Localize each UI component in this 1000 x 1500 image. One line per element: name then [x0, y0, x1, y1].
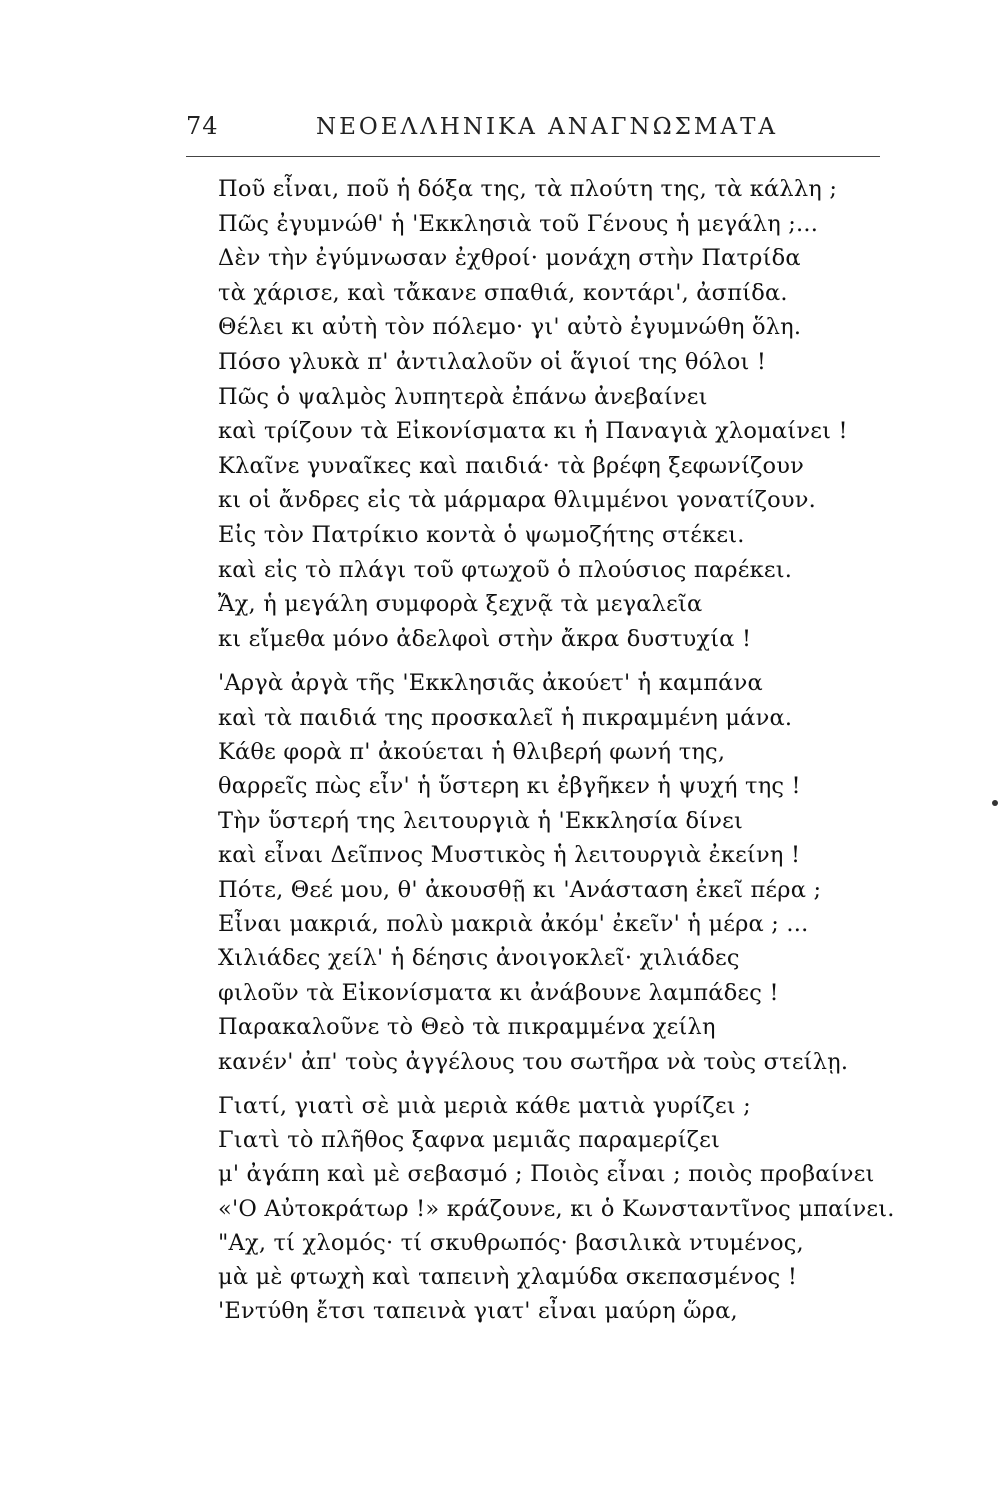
poem-line: 'Εντύθη ἔτσι ταπεινὰ γιατ' εἶναι μαύρη ὥρα,	[218, 1298, 738, 1325]
poem-line: Πῶς ἐγυμνώθ' ἡ 'Εκκλησιὰ τοῦ Γένους ἡ μεγάλη ;...	[218, 210, 819, 237]
poem-line: Κλαῖνε γυναῖκες καὶ παιδιά· τὰ βρέφη ξεφωνίζουν	[218, 452, 804, 479]
poem-line: Ποῦ εἶναι, ποῦ ἡ δόξα της, τὰ πλούτη της, τὰ κάλλη ;	[218, 176, 838, 202]
running-title: ΝΕΟΕΛΛΗΝΙΚΑ ΑΝΑΓΝΩΣΜΑΤΑ	[316, 114, 779, 140]
poem-line: Θέλει κι αὐτὴ τὸν πόλεμο· γι' αὐτὸ ἐγυμνώθη ὅλη.	[218, 314, 802, 341]
poem-line: 'Αργὰ ἀργὰ τῆς 'Εκκλησιᾶς ἀκούετ' ἡ καμπάνα	[218, 670, 763, 697]
header-rule	[186, 156, 880, 157]
poem-line: κι οἱ ἄνδρες εἰς τὰ μάρμαρα θλιμμένοι γονατίζουν.	[218, 487, 816, 514]
poem-line: Χιλιάδες χείλ' ἡ δέησις ἀνοιγοκλεῖ· χιλιάδες	[218, 945, 740, 972]
poem-line: καὶ εἶναι Δεῖπνος Μυστικὸς ἡ λειτουργιὰ ἐκείνη !	[218, 842, 801, 869]
poem-line: Γιατί, γιατὶ σὲ μιὰ μεριὰ κάθε ματιὰ γυρίζει ;	[218, 1093, 751, 1119]
poem-line: τὰ χάρισε, καὶ τἄκανε σπαθιά, κοντάρι', ἀσπίδα.	[218, 279, 788, 306]
poem-line: Πόσο γλυκὰ π' ἀντιλαλοῦν οἱ ἅγιοί της θόλοι !	[218, 348, 767, 375]
poem-line: Εἰς τὸν Πατρίκιο κοντὰ ὁ ψωμοζήτης στέκει.	[218, 521, 745, 548]
poem-line: καὶ τρίζουν τὰ Εἰκονίσματα κι ἡ Παναγιὰ χλομαίνει !	[218, 418, 848, 445]
poem-line: «'Ο Αὐτοκράτωρ !» κράζουνε, κι ὁ Κωνσταντῖνος μπαίνει.	[218, 1195, 895, 1222]
poem-line: μὰ μὲ φτωχὴ καὶ ταπεινὴ χλαμύδα σκεπασμένος !	[218, 1263, 798, 1290]
poem-line: Πότε, Θεέ μου, θ' ἀκουσθῇ κι 'Ανάσταση ἐκεῖ πέρα ;	[218, 876, 822, 903]
scan-speck	[992, 800, 998, 806]
poem-line: Ἄχ, ἡ μεγάλη συμφορὰ ξεχνᾷ τὰ μεγαλεῖα	[218, 591, 703, 618]
poem-line: Δὲν τὴν ἐγύμνωσαν ἐχθροί· μονάχη στὴν Πατρίδα	[218, 245, 801, 272]
poem-line: Τὴν ὕστερή της λειτουργιὰ ἡ 'Εκκλησία δίνει	[218, 807, 744, 834]
poem-line: καὶ εἰς τὸ πλάγι τοῦ φτωχοῦ ὁ πλούσιος παρέκει.	[218, 556, 793, 583]
poem-line: Γιατὶ τὸ πλῆθος ξαφνα μεμιᾶς παραμερίζει	[218, 1127, 721, 1154]
poem-line: Πῶς ὁ ψαλμὸς λυπητερὰ ἐπάνω ἀνεβαίνει	[218, 383, 708, 410]
poem-line: φιλοῦν τὰ Εἰκονίσματα κι ἀνάβουνε λαμπάδες !	[218, 979, 779, 1006]
poem-body	[218, 172, 898, 1328]
stanza-2	[218, 666, 898, 1079]
poem-line: κι εἴμεθα μόνο ἀδελφοὶ στὴν ἄκρα δυστυχία !	[218, 625, 752, 652]
poem-line: Παρακαλοῦνε τὸ Θεὸ τὰ πικραμμένα χείλη	[218, 1014, 716, 1041]
poem-line: θαρρεῖς πὼς εἶν' ἡ ὕστερη κι ἐβγῆκεν ἡ ψυχή της !	[218, 773, 801, 800]
poem-line: κανέν' ἀπ' τοὺς ἀγγέλους του σωτῆρα νὰ τοὺς στείλῃ.	[218, 1048, 849, 1075]
poem-line: μ' ἀγάπη καὶ μὲ σεβασμό ; Ποιὸς εἶναι ; ποιὸς προβαίνει	[218, 1161, 875, 1188]
poem-line: "Αχ, τί χλομός· τί σκυθρωπός· βασιλικὰ ντυμένος,	[218, 1229, 804, 1256]
page-number: 74	[186, 112, 219, 140]
stanza-3	[218, 1089, 898, 1328]
poem-line: καὶ τὰ παιδιά της προσκαλεῖ ἡ πικραμμένη μάνα.	[218, 704, 793, 731]
page-header	[186, 112, 886, 152]
poem-line: Εἶναι μακριά, πολὺ μακριὰ ἀκόμ' ἐκεῖν' ἡ μέρα ; ...	[218, 911, 809, 938]
stanza-1	[218, 172, 898, 656]
poem-line: Κάθε φορὰ π' ἀκούεται ἡ θλιβερή φωνή της,	[218, 739, 726, 766]
